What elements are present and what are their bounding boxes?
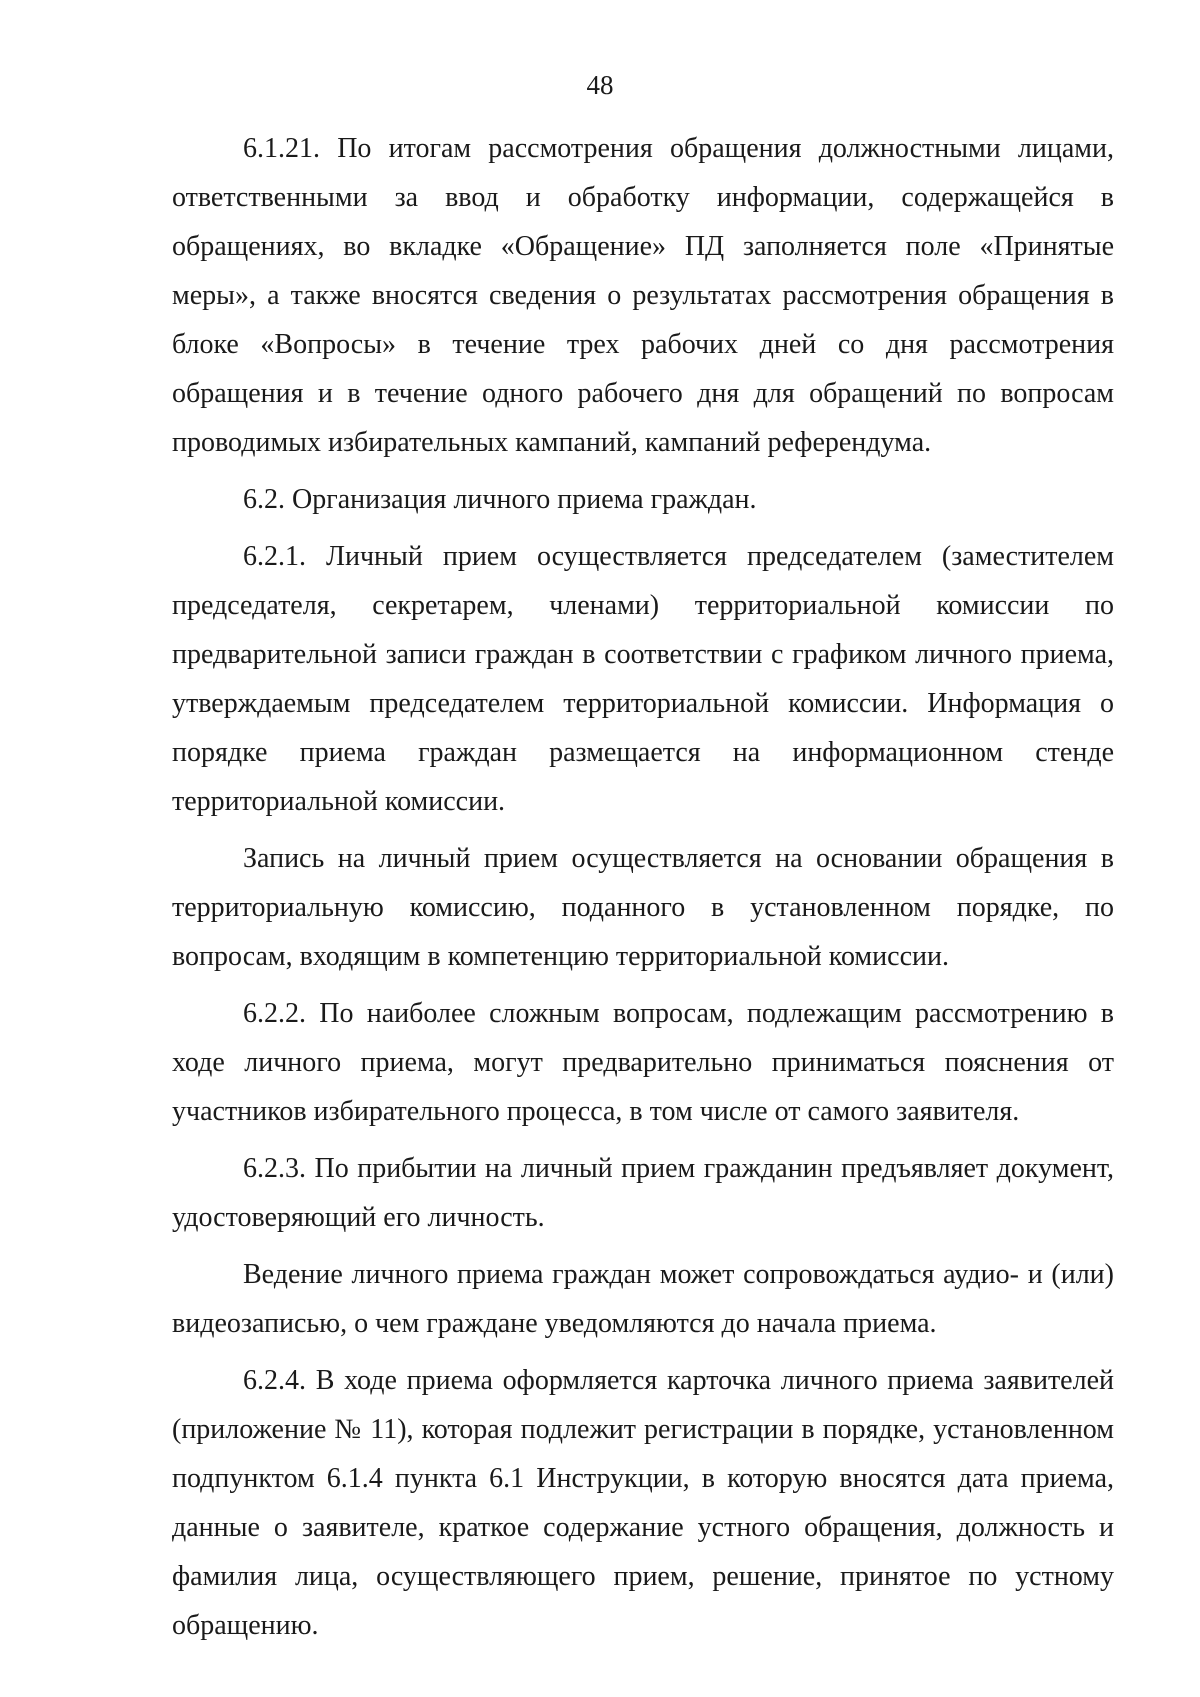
paragraph-6-2-4: 6.2.4. В ходе приема оформляется карточка личного приема заявителей (приложение № 11), которая подлежит регистрации в порядке, установленном подпунктом 6.1.4 пункта 6.1 Инструкции, в которую вносятся дата приема, данные о заявителе, краткое содержание устного обращения, должность и фамилия лица, осуществляющего прием, решение, принятое по устному обращению. xyxy=(172,1365,1114,1641)
paragraph-6-2-2: 6.2.2. По наиболее сложным вопросам, подлежащим рассмотрению в ходе личного приема, могут предварительно приниматься пояснения от участников избирательного процесса, в том числе от самого заявителя. xyxy=(172,998,1114,1127)
paragraph-6-1-21: 6.1.21. По итогам рассмотрения обращения должностными лицами, ответственными за ввод и обработку информации, содержащейся в обращениях, во вкладке «Обращение» ПД заполняется поле «Принятые меры», а также вносятся сведения о результатах рассмотрения обращения в блоке «Вопросы» в течение трех рабочих дней со дня рассмотрения обращения и в течение одного рабочего дня для обращений по вопросам проводимых избирательных кампаний, кампаний референдума. xyxy=(172,133,1114,458)
paragraph-6-2-3: 6.2.3. По прибытии на личный прием гражданин предъявляет документ, удостоверяющий его личность. xyxy=(172,1153,1114,1233)
paragraph-recording: Ведение личного приема граждан может сопровождаться аудио- и (или) видеозаписью, о чем граждане уведомляются до начала приема. xyxy=(172,1259,1114,1339)
paragraph-6-2-1: 6.2.1. Личный прием осуществляется председателем (заместителем председателя, секретарем, членами) территориальной комиссии по предварительной записи граждан в соответствии с графиком личного приема, утверждаемым председателем территориальной комиссии. Информация о порядке приема граждан размещается на информационном стенде территориальной комиссии. xyxy=(172,541,1114,817)
paragraph-6-2: 6.2. Организация личного приема граждан. xyxy=(243,484,757,515)
document-body xyxy=(172,124,1114,1650)
page-number: 48 xyxy=(586,70,614,100)
paragraph-appointment: Запись на личный прием осуществляется на основании обращения в территориальную комиссию, поданного в установленном порядке, по вопросам, входящим в компетенцию территориальной комиссии. xyxy=(172,843,1114,972)
